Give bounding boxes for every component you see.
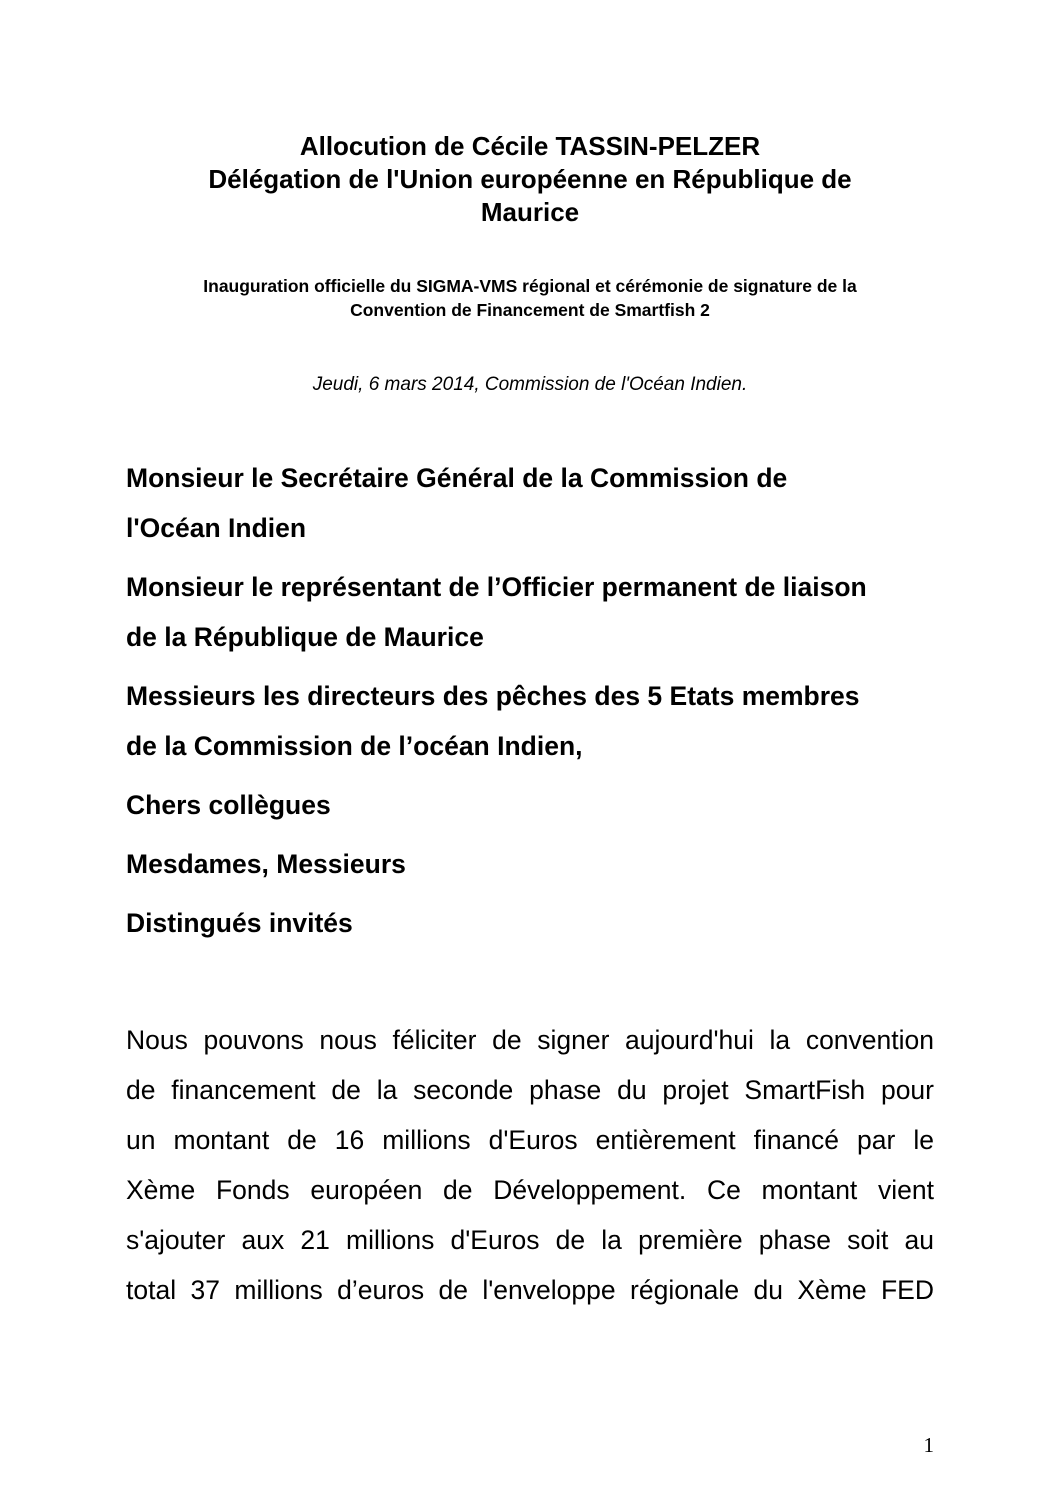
salutation-item [126, 898, 936, 948]
salutation-line: Messieurs les directeurs des pêches des 5 Etats membres [126, 681, 860, 711]
body-paragraph [126, 1015, 934, 1315]
dateline: Jeudi, 6 mars 2014, Commission de l'Océan Indien. [312, 374, 748, 395]
salutation-line: Chers collègues [126, 790, 331, 820]
paragraph-line: total 37 millions d’euros de l'enveloppe régionale du Xème FED [126, 1275, 934, 1305]
event-subtitle [100, 274, 960, 322]
salutation-item [126, 780, 936, 830]
salutation-line: de la Commission de l’océan Indien, [126, 731, 583, 761]
salutation-line: Monsieur le représentant de l’Officier permanent de liaison [126, 572, 867, 602]
salutations-list [126, 453, 936, 957]
title-line: Délégation de l'Union européenne en République de [208, 164, 852, 194]
subtitle-line: Inauguration officielle du SIGMA-VMS régional et cérémonie de signature de la [203, 276, 857, 296]
paragraph-line: Xème Fonds européen de Développement. Ce montant vient [126, 1175, 934, 1205]
title-line: Allocution de Cécile TASSIN-PELZER [299, 131, 761, 161]
speech-title [100, 130, 960, 229]
paragraph-line: un montant de 16 millions d'Euros entièrement financé par le [126, 1125, 934, 1155]
paragraph-line: s'ajouter aux 21 millions d'Euros de la première phase soit au [126, 1225, 934, 1255]
salutation-line: l'Océan Indien [126, 513, 307, 543]
page-number: 1 [923, 1433, 934, 1457]
salutation-line: de la République de Maurice [126, 622, 484, 652]
salutation-line: Mesdames, Messieurs [126, 849, 406, 879]
salutation-item [126, 671, 936, 771]
salutation-line: Monsieur le Secrétaire Général de la Commission de [126, 463, 788, 493]
salutation-item [126, 562, 936, 662]
paragraph-line: de financement de la seconde phase du projet SmartFish pour [126, 1075, 934, 1105]
salutation-item [126, 453, 936, 553]
salutation-item [126, 839, 936, 889]
salutation-line: Distingués invités [126, 908, 353, 938]
paragraph-line: Nous pouvons nous féliciter de signer aujourd'hui la convention [126, 1025, 934, 1055]
subtitle-line: Convention de Financement de Smartfish 2 [350, 300, 710, 320]
title-line: Maurice [480, 197, 580, 227]
